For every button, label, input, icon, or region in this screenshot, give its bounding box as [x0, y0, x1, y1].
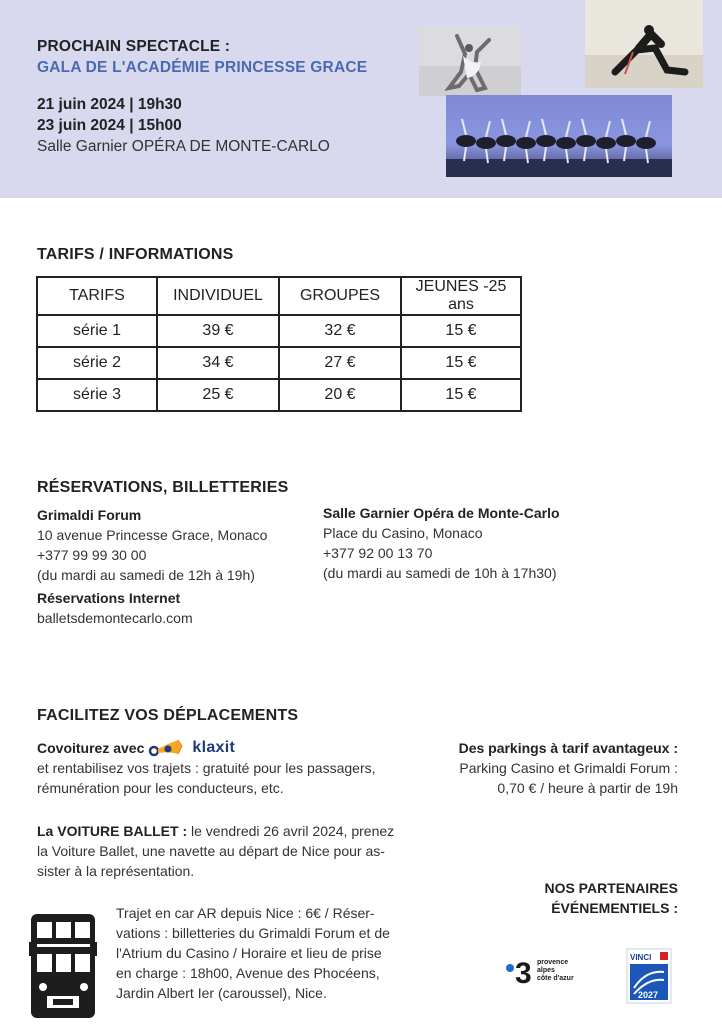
voiture-line-3: sister à la représentation.	[37, 863, 195, 879]
garnier-address: Place du Casino, Monaco	[323, 525, 483, 541]
garnier-hours: (du mardi au samedi de 10h à 17h30)	[323, 565, 557, 581]
table-cell: 39 €	[157, 315, 279, 347]
grimaldi-hours: (du mardi au samedi de 12h à 19h)	[37, 567, 255, 583]
carpool-line-1: et rentabilisez vos trajets : gratuité pour les passagers,	[37, 760, 376, 776]
corps-de-ballet-photo	[446, 95, 672, 177]
klaxit-wordmark: klaxit	[192, 739, 236, 756]
table-row	[37, 315, 521, 347]
voiture-line-2: la Voiture Ballet, une navette au départ de Nice pour as-	[37, 843, 385, 859]
carpool-head	[37, 738, 417, 758]
voiture-line-1	[37, 821, 417, 841]
klaxit-horn-icon	[148, 738, 188, 758]
internet-block	[37, 588, 193, 628]
partners-heading-line-1: NOS PARTENAIRES	[544, 880, 678, 896]
partners-heading	[544, 878, 678, 918]
dancer-photo-2	[585, 0, 703, 88]
column-header: GROUPES	[279, 277, 401, 315]
hero-text	[37, 38, 367, 156]
table-cell: 32 €	[279, 315, 401, 347]
france3-number: 3	[515, 957, 532, 987]
website-link[interactable]: balletsdemontecarlo.com	[37, 610, 193, 626]
table-cell: 25 €	[157, 379, 279, 411]
kicker: PROCHAIN SPECTACLE :	[37, 38, 231, 55]
parking-title: Des parkings à tarif avantageux :	[458, 740, 678, 756]
table-cell: série 1	[37, 315, 157, 347]
france3-line: côte d'azur	[537, 975, 574, 982]
carpool-line-2: rémunération pour les conducteurs, etc.	[37, 780, 284, 796]
column-header: TARIFS	[37, 277, 157, 315]
voiture-line-1-rest: le vendredi 26 avril 2024, prenez	[187, 823, 395, 839]
france3-line: provence	[537, 959, 569, 966]
partners-heading-line-2: ÉVÉNEMENTIELS :	[551, 900, 678, 916]
trip-line: l'Atrium du Casino / Horaire et lieu de prise	[116, 945, 382, 961]
garnier-name: Salle Garnier Opéra de Monte-Carlo	[323, 505, 560, 521]
hero-banner	[0, 0, 722, 198]
reservations-heading: RÉSERVATIONS, BILLETTERIES	[37, 479, 289, 496]
table-cell: 15 €	[401, 347, 521, 379]
trip-line: Trajet en car AR depuis Nice : 6€ / Réser-	[116, 905, 375, 921]
price-table	[36, 276, 522, 412]
trip-line: vations : billetteries du Grimaldi Forum et de	[116, 925, 390, 941]
parking-line-1: Parking Casino et Grimaldi Forum :	[459, 760, 678, 776]
parking-block	[459, 738, 678, 798]
vinci-logo[interactable]	[626, 948, 672, 1009]
bus-trip-block	[116, 903, 411, 1003]
garnier-block	[323, 503, 560, 583]
grimaldi-phone[interactable]: +377 99 99 30 00	[37, 547, 147, 563]
vinci-number: 2027	[638, 990, 659, 1000]
table-cell: série 2	[37, 347, 157, 379]
klaxit-logo[interactable]	[148, 738, 235, 758]
grimaldi-address: 10 avenue Princesse Grace, Monaco	[37, 527, 268, 543]
tarifs-heading: TARIFS / INFORMATIONS	[37, 246, 234, 263]
france3-line: alpes	[537, 967, 555, 974]
venue: Salle Garnier OPÉRA DE MONTE-CARLO	[37, 138, 330, 155]
trip-line: en charge : 18h00, Avenue des Phocéens,	[116, 965, 380, 981]
travel-heading: FACILITEZ VOS DÉPLACEMENTS	[37, 707, 299, 724]
voiture-ballet-block	[37, 821, 417, 881]
garnier-phone[interactable]: +377 92 00 13 70	[323, 545, 433, 561]
bus-icon	[29, 912, 97, 1024]
table-cell: 20 €	[279, 379, 401, 411]
vinci-wordmark: VINCI	[630, 953, 652, 962]
table-cell: 34 €	[157, 347, 279, 379]
table-header-row	[37, 277, 521, 315]
table-cell: 15 €	[401, 379, 521, 411]
grimaldi-name: Grimaldi Forum	[37, 507, 142, 523]
column-header: INDIVIDUEL	[157, 277, 279, 315]
voiture-lead: La VOITURE BALLET :	[37, 823, 188, 839]
carpool-block	[37, 738, 417, 798]
table-row	[37, 347, 521, 379]
date-first: 21 juin 2024 | 19h30	[37, 96, 182, 113]
dancer-photo-1	[419, 26, 521, 96]
table-cell: 27 €	[279, 347, 401, 379]
grimaldi-forum-block	[37, 505, 267, 585]
date-second: 23 juin 2024 | 15h00	[37, 117, 182, 134]
show-title: GALA DE L'ACADÉMIE PRINCESSE GRACE	[37, 59, 368, 76]
france3-logo[interactable]	[505, 953, 587, 992]
trip-line: Jardin Albert Ier (caroussel), Nice.	[116, 985, 327, 1001]
internet-label: Réservations Internet	[37, 590, 181, 606]
column-header: JEUNES -25 ans	[401, 277, 521, 315]
table-cell: 15 €	[401, 315, 521, 347]
table-cell: série 3	[37, 379, 157, 411]
parking-line-2: 0,70 € / heure à partir de 19h	[497, 780, 678, 796]
carpool-lead: Covoiturez avec	[37, 740, 145, 756]
table-row	[37, 379, 521, 411]
